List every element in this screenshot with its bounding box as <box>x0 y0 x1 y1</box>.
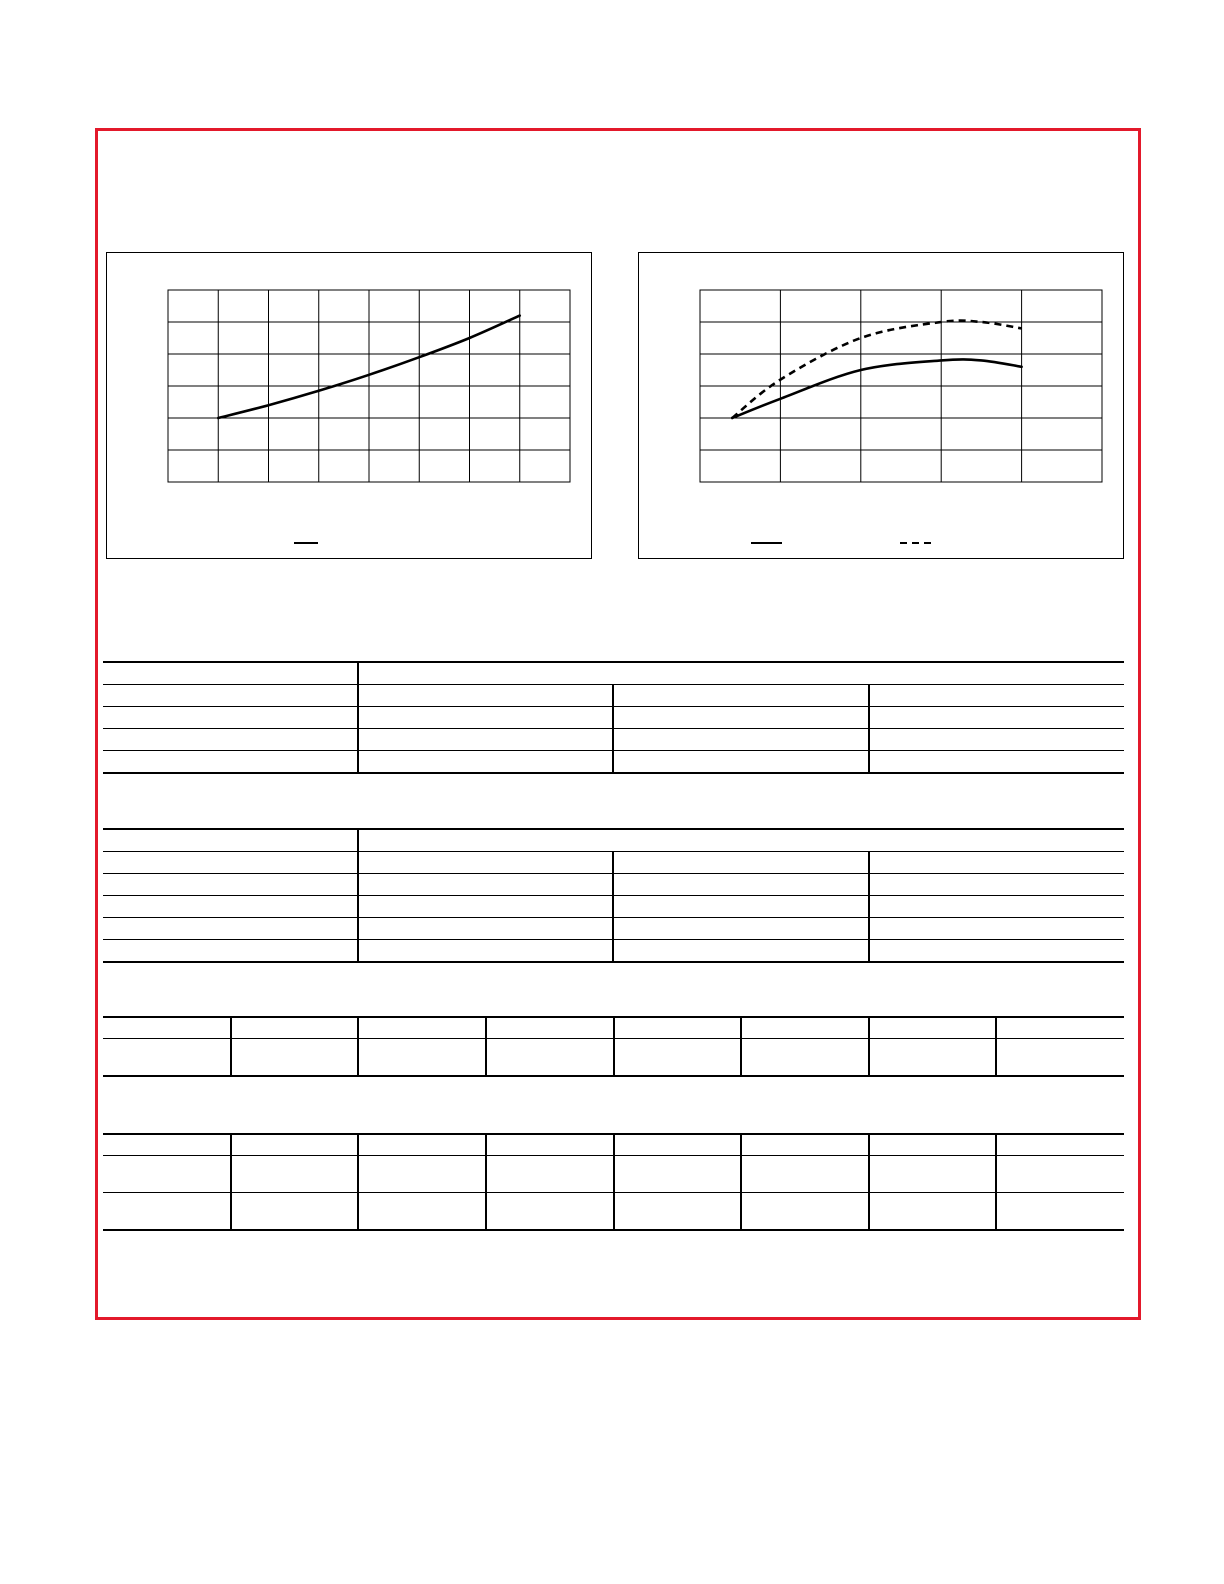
table-cell <box>103 662 358 685</box>
table-cell <box>869 685 1124 707</box>
table-cell <box>231 1017 359 1039</box>
table-header-row <box>103 662 1124 685</box>
table-cell <box>231 1039 359 1077</box>
table-cell <box>869 1134 997 1156</box>
table-cell <box>613 918 868 940</box>
table-cell <box>103 1156 231 1193</box>
table-cell <box>358 918 613 940</box>
table-cell <box>996 1156 1124 1193</box>
table-cell <box>869 729 1124 751</box>
chart-right <box>638 252 1124 559</box>
table-row <box>103 751 1124 774</box>
table-cell <box>613 940 868 963</box>
table-cell <box>486 1134 614 1156</box>
table-cell <box>614 1156 742 1193</box>
table-row <box>103 896 1124 918</box>
table-cell <box>869 1156 997 1193</box>
table-cell <box>358 874 613 896</box>
table-row <box>103 940 1124 963</box>
table-header-row <box>103 829 1124 852</box>
table-cell <box>614 1193 742 1231</box>
chart-right-svg <box>639 253 1125 560</box>
table-cell <box>103 896 358 918</box>
table-cell <box>869 940 1124 963</box>
table-cell <box>613 896 868 918</box>
table-header-row <box>103 1134 1124 1156</box>
spec-table-2 <box>103 828 1124 963</box>
spec-table-1 <box>103 661 1124 774</box>
table-cell <box>613 729 868 751</box>
table-row <box>103 852 1124 874</box>
table-cell <box>996 1017 1124 1039</box>
table-cell <box>486 1193 614 1231</box>
table-cell <box>358 1156 486 1193</box>
table-cell <box>614 1017 742 1039</box>
table-cell <box>103 685 358 707</box>
table-cell <box>103 918 358 940</box>
table-cell <box>103 707 358 729</box>
table-cell <box>231 1193 359 1231</box>
table-cell <box>996 1039 1124 1077</box>
table-row <box>103 918 1124 940</box>
table-cell <box>486 1039 614 1077</box>
table-cell <box>103 1039 231 1077</box>
table-cell <box>996 1193 1124 1231</box>
table-cell <box>358 662 1124 685</box>
table-cell <box>358 1017 486 1039</box>
table-header-row <box>103 1017 1124 1039</box>
table-cell <box>486 1156 614 1193</box>
table-cell <box>741 1193 869 1231</box>
table-row <box>103 1039 1124 1077</box>
table-cell <box>358 707 613 729</box>
chart-left <box>106 252 592 559</box>
table-cell <box>358 852 613 874</box>
table-cell <box>358 751 613 774</box>
table-cell <box>103 829 358 852</box>
table-cell <box>869 1017 997 1039</box>
table-row <box>103 874 1124 896</box>
table-cell <box>358 829 1124 852</box>
table-cell <box>614 1039 742 1077</box>
table-row <box>103 729 1124 751</box>
series-line-2 <box>732 321 1021 418</box>
table-cell <box>996 1134 1124 1156</box>
table-cell <box>869 896 1124 918</box>
table-cell <box>358 685 613 707</box>
table-row <box>103 707 1124 729</box>
table-cell <box>358 1039 486 1077</box>
chart-left-svg <box>107 253 593 560</box>
series-line-1 <box>732 359 1021 418</box>
table-cell <box>613 707 868 729</box>
table-cell <box>869 707 1124 729</box>
table-cell <box>103 1193 231 1231</box>
table-cell <box>613 685 868 707</box>
spec-table-4 <box>103 1133 1124 1231</box>
table-row <box>103 1156 1124 1193</box>
table-cell <box>869 751 1124 774</box>
table-cell <box>358 1134 486 1156</box>
table-cell <box>358 896 613 918</box>
table-row <box>103 1193 1124 1231</box>
table-cell <box>231 1156 359 1193</box>
table-cell <box>103 751 358 774</box>
table-cell <box>103 729 358 751</box>
table-cell <box>358 729 613 751</box>
table-cell <box>614 1134 742 1156</box>
spec-table-3 <box>103 1016 1124 1077</box>
table-cell <box>103 852 358 874</box>
table-cell <box>869 918 1124 940</box>
table-cell <box>103 1134 231 1156</box>
table-cell <box>613 874 868 896</box>
table-cell <box>486 1017 614 1039</box>
table-cell <box>103 874 358 896</box>
table-cell <box>741 1017 869 1039</box>
table-cell <box>358 1193 486 1231</box>
table-cell <box>103 940 358 963</box>
table-row <box>103 685 1124 707</box>
table-cell <box>869 1193 997 1231</box>
table-cell <box>741 1156 869 1193</box>
table-cell <box>741 1039 869 1077</box>
table-cell <box>613 751 868 774</box>
table-cell <box>869 1039 997 1077</box>
table-cell <box>869 874 1124 896</box>
table-cell <box>103 1017 231 1039</box>
table-cell <box>869 852 1124 874</box>
table-cell <box>358 940 613 963</box>
table-cell <box>231 1134 359 1156</box>
table-cell <box>741 1134 869 1156</box>
table-cell <box>613 852 868 874</box>
